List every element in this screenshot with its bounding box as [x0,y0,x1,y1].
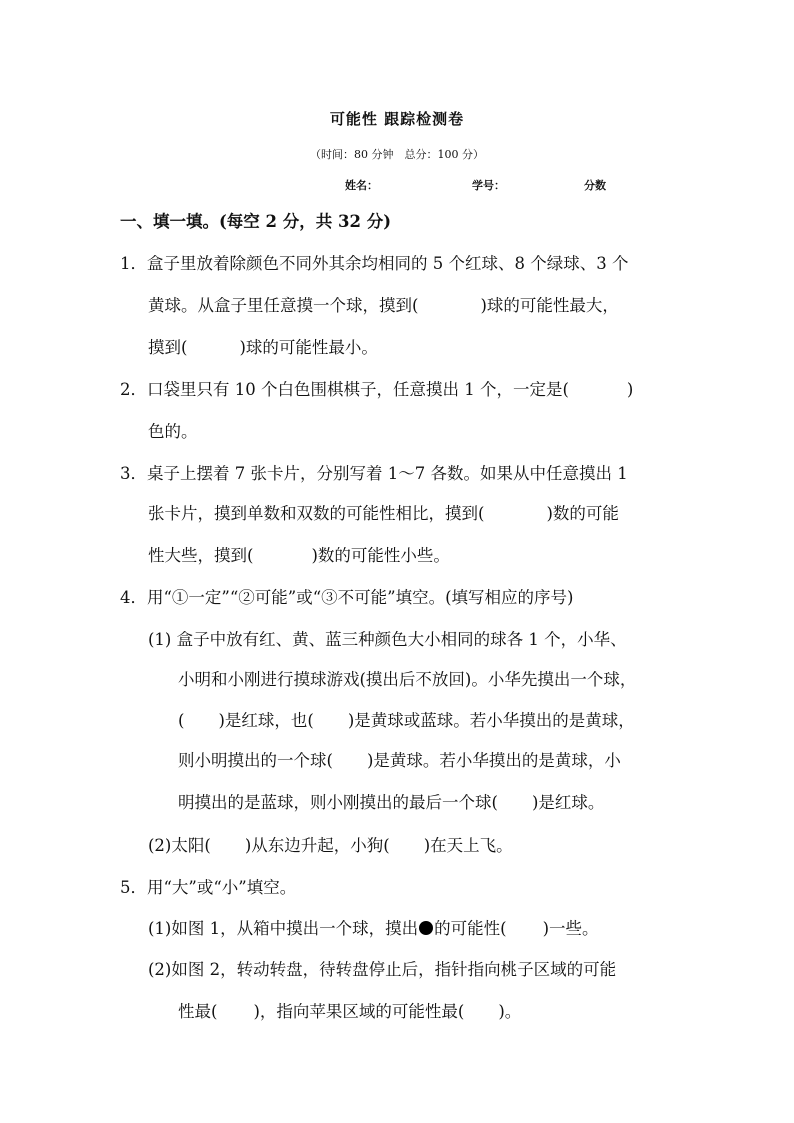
q2-text: 2．口袋里只有 10 个白色围棋棋子，任意摸出 1 个，一定是( [120,380,569,399]
q4-part1-line1: (1) 盒子中放有红、黄、蓝三种颜色大小相同的球各 1 个，小华、 [148,630,627,649]
q1-text: )球的可能性最小。 [239,338,378,357]
q4-part1-line3 [178,711,635,731]
q4-text: )在天上飞。 [423,836,513,855]
q4-text: )从东边升起，小狗( [244,836,390,855]
name-label: 姓名： [345,179,378,192]
q4-text: 明摸出的是蓝球，则小刚摸出的最后一个球( [178,793,498,812]
q4-text: )是黄球或蓝球。若小华摸出的是黄球， [347,711,635,730]
q5-part2-line2 [178,1002,521,1022]
q5-text: 的可能性( [434,919,507,938]
page-title: 可能性 跟踪检测卷 [329,110,465,128]
student-id-label: 学号： [472,179,505,192]
q4-text: )是黄球。若小华摸出的是黄球，小 [366,751,621,770]
q1-line2 [148,296,619,316]
q5-text: )，指向苹果区域的可能性最( [253,1002,465,1021]
q5-part1 [148,919,599,939]
q4-part1-line2: 小明和小刚进行摸球游戏(摸出后不放回)。小华先摸出一个球， [178,670,637,689]
q2-line2: 色的。 [148,422,198,441]
q3-line2 [148,504,619,524]
q3-line1: 3．桌子上摆着 7 张卡片，分别写着 1～7 各数。如果从中任意摸出 1 [120,464,628,483]
q2-line1 [120,380,633,400]
q4-text: ( [178,711,185,730]
q1-text: 黄球。从盒子里任意摸一个球，摸到( [148,296,419,315]
q4-part1-line4 [178,751,621,771]
q5-text: )。 [498,1002,522,1021]
q4-line1: 4．用“①一定”“②可能”或“③不可能”填空。(填写相应的序号) [120,588,574,607]
q4-text: )是红球。 [531,793,605,812]
q3-text: 性大些，摸到( [148,546,254,565]
q5-text: )一些。 [542,919,599,938]
q3-text: )数的可能 [546,504,619,523]
q2-text: ) [626,380,634,399]
q5-part2-line1: (2)如图 2，转动转盘，待转盘停止后，指针指向桃子区域的可能 [148,960,617,979]
q4-text: 则小明摸出的一个球( [178,751,333,770]
q1-text: 摸到( [148,338,188,357]
q5-text: 性最( [178,1002,218,1021]
q1-line3 [148,338,378,358]
score-label: 分数 [584,179,606,192]
q1-text: )球的可能性最大， [480,296,619,315]
black-ball-icon [419,921,433,935]
q5-line1: 5．用“大”或“小”填空。 [120,878,297,897]
exam-time-score: （时间：80 分钟 总分：100 分） [310,148,484,161]
q3-text: )数的可能性小些。 [311,546,450,565]
q5-text: (1)如图 1，从箱中摸出一个球，摸出 [148,919,419,938]
section-heading: 一、填一填。(每空 2 分，共 32 分) [120,212,392,231]
q4-text: )是红球，也( [218,711,314,730]
q3-text: 张卡片，摸到单数和双数的可能性相比，摸到( [148,504,485,523]
q1-line1: 1．盒子里放着除颜色不同外其余均相同的 5 个红球、8 个绿球、3 个 [120,254,629,273]
q4-part1-line5 [178,793,604,813]
q4-text: (2)太阳( [148,836,211,855]
q3-line3 [148,546,450,566]
q4-part2 [148,836,513,856]
